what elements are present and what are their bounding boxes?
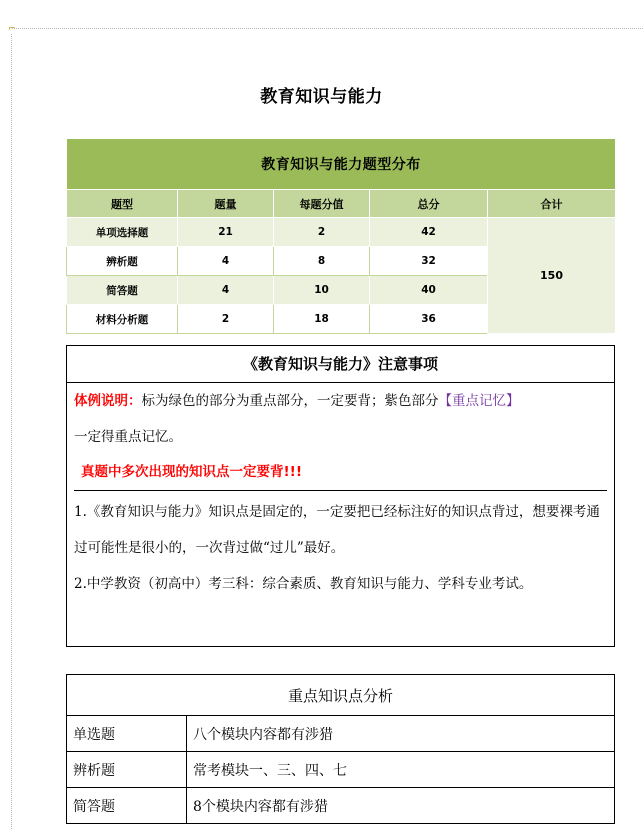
row-points-each: 18 bbox=[274, 305, 370, 334]
notes-list bbox=[74, 491, 607, 602]
row-type: 单项选择题 bbox=[67, 218, 178, 247]
row-points-each: 10 bbox=[274, 276, 370, 305]
table-row bbox=[67, 788, 615, 824]
distribution-caption: 教育知识与能力题型分布 bbox=[67, 139, 616, 190]
row-type: 简答题 bbox=[67, 276, 178, 305]
row-count: 21 bbox=[178, 218, 274, 247]
row-points-each: 8 bbox=[274, 247, 370, 276]
header-total: 总分 bbox=[370, 190, 488, 218]
notes-body bbox=[67, 383, 614, 602]
header-points-each: 每题分值 bbox=[274, 190, 370, 218]
legend-paragraph bbox=[74, 383, 607, 455]
notes-box bbox=[66, 345, 615, 647]
distribution-caption-row bbox=[67, 139, 616, 190]
row-total: 40 bbox=[370, 276, 488, 305]
key-point-desc: 8个模块内容都有涉猎 bbox=[187, 788, 615, 824]
legend-label: 体例说明： bbox=[74, 393, 142, 409]
table-row bbox=[67, 752, 615, 788]
legend-text-continued: 一定得重点记忆。 bbox=[74, 429, 182, 445]
row-type: 辨析题 bbox=[67, 247, 178, 276]
row-count: 4 bbox=[178, 247, 274, 276]
distribution-header-row bbox=[67, 190, 616, 218]
page-top-border bbox=[12, 28, 643, 29]
row-count: 2 bbox=[178, 305, 274, 334]
page-corner-mark: ⌐ bbox=[8, 24, 16, 34]
row-count: 4 bbox=[178, 276, 274, 305]
notes-title: 《教育知识与能力》注意事项 bbox=[67, 346, 614, 383]
key-points-table bbox=[66, 674, 615, 824]
row-total: 32 bbox=[370, 247, 488, 276]
legend-highlight: 【重点记忆】 bbox=[438, 393, 520, 409]
key-points-title: 重点知识点分析 bbox=[67, 675, 615, 716]
distribution-table bbox=[66, 138, 616, 334]
header-count: 题量 bbox=[178, 190, 274, 218]
table-row bbox=[67, 716, 615, 752]
row-total: 36 bbox=[370, 305, 488, 334]
key-point-desc: 常考模块一、三、四、七 bbox=[187, 752, 615, 788]
key-point-label: 简答题 bbox=[67, 788, 187, 824]
document-title: 教育知识与能力 bbox=[260, 87, 383, 107]
warning-text: 真题中多次出现的知识点一定要背!!! bbox=[74, 455, 607, 491]
row-total: 42 bbox=[370, 218, 488, 247]
page-left-border bbox=[11, 34, 12, 829]
list-item: 1.《教育知识与能力》知识点是固定的，一定要把已经标注好的知识点背过，想要裸考通过可能性是很小的，一次背过做“过儿”最好。 bbox=[74, 504, 600, 556]
key-point-label: 辨析题 bbox=[67, 752, 187, 788]
header-type: 题型 bbox=[67, 190, 178, 218]
grand-total-cell: 150 bbox=[488, 218, 616, 334]
list-item: 2.中学教资（初高中）考三科：综合素质、教育知识与能力、学科专业考试。 bbox=[74, 576, 533, 592]
key-points-title-row bbox=[67, 675, 615, 716]
header-grand-total: 合计 bbox=[488, 190, 616, 218]
table-row bbox=[67, 218, 616, 247]
key-point-label: 单选题 bbox=[67, 716, 187, 752]
key-point-desc: 八个模块内容都有涉猎 bbox=[187, 716, 615, 752]
legend-text: 标为绿色的部分为重点部分，一定要背；紫色部分 bbox=[141, 393, 439, 409]
row-type: 材料分析题 bbox=[67, 305, 178, 334]
row-points-each: 2 bbox=[274, 218, 370, 247]
